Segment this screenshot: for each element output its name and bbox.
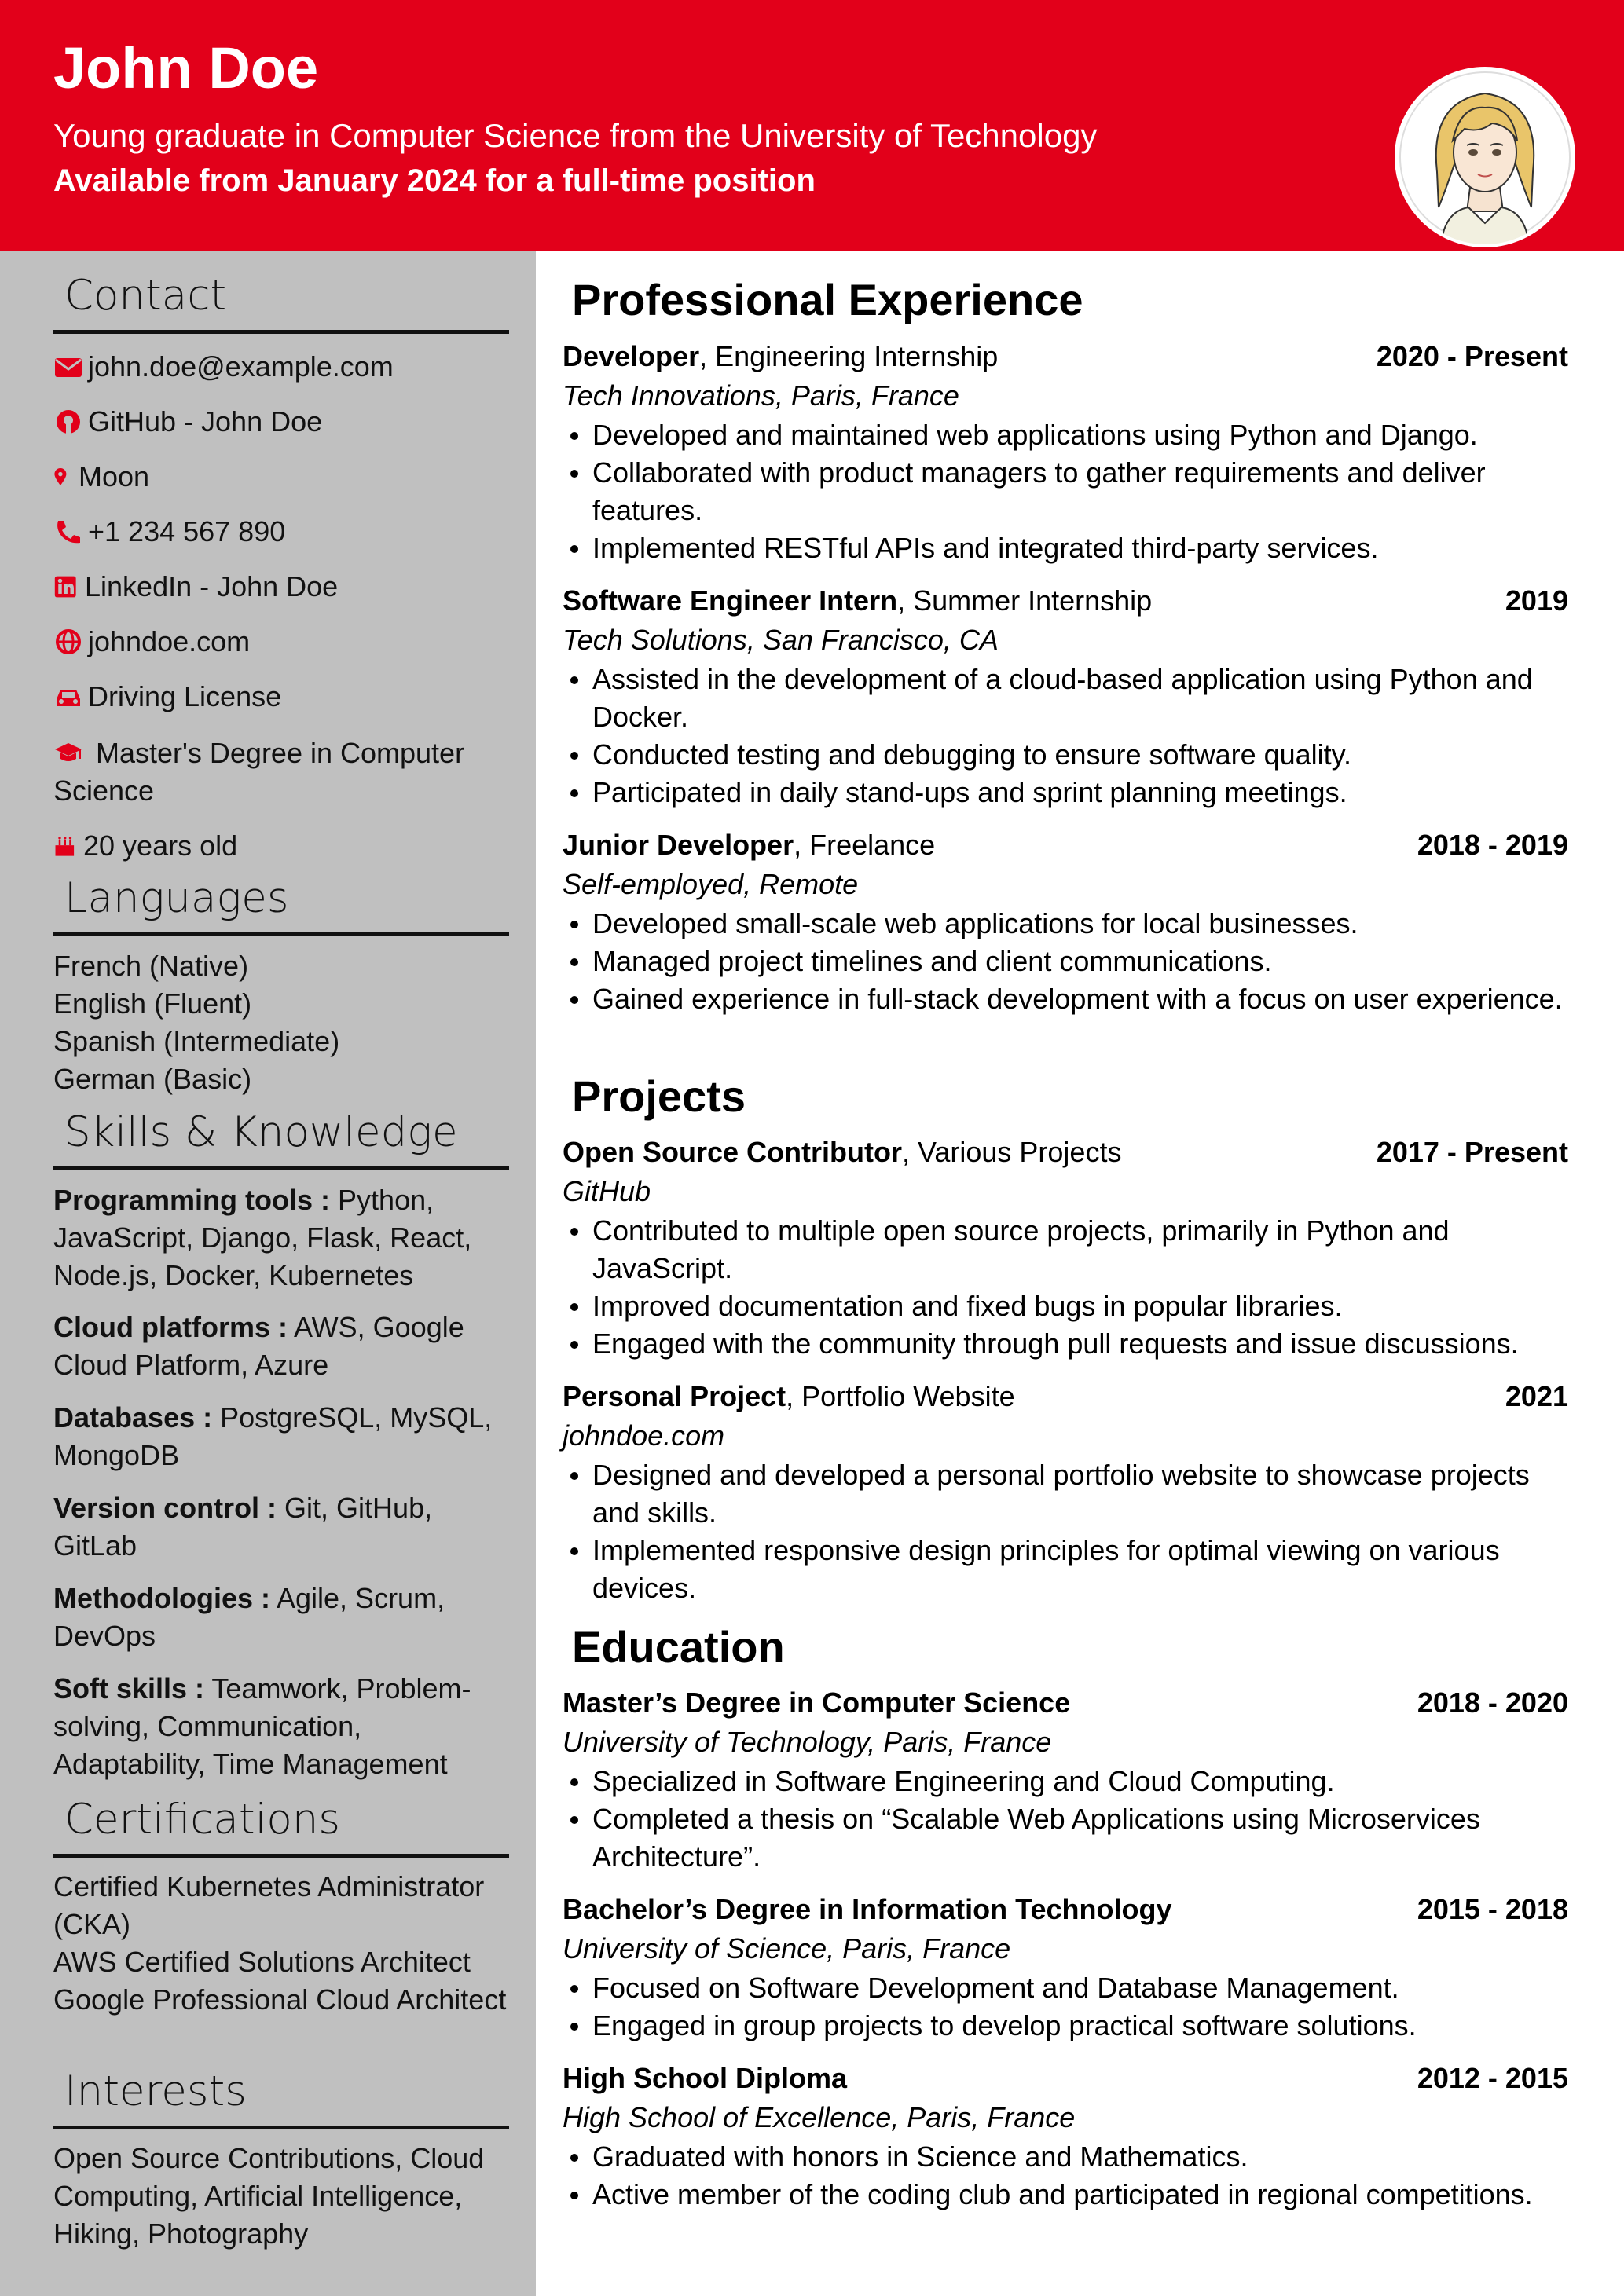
- section-divider: [53, 1854, 509, 1858]
- phone-icon: [53, 518, 83, 545]
- skill-label: Databases :: [53, 1401, 213, 1434]
- contact-github[interactable]: [53, 403, 501, 441]
- skill-version-control: [53, 1489, 501, 1565]
- entry-bullets: [563, 1456, 1568, 1607]
- certification-item: AWS Certified Solutions Architect: [53, 1946, 471, 1978]
- entry-role: High School Diploma: [563, 2062, 848, 2094]
- skill-cloud-platforms: [53, 1309, 501, 1384]
- skill-value: AWS, Google Cloud Platform, Azure: [53, 1311, 464, 1381]
- education-entry-head: [563, 1891, 1568, 1928]
- language-item: Spanish (Intermediate): [53, 1025, 340, 1057]
- contact-driving-license-text: Driving License: [88, 680, 282, 712]
- entry-organization: GitHub: [563, 1175, 651, 1207]
- entry-role: Software Engineer Intern: [563, 584, 898, 617]
- skill-value: Teamwork, Problem-solving, Communication, Adaptability, Time Management: [53, 1672, 471, 1780]
- language-item: German (Basic): [53, 1063, 252, 1095]
- entry-role: Developer: [563, 340, 700, 372]
- profile-photo: [1395, 67, 1575, 247]
- entry-organization: Self-employed, Remote: [563, 868, 859, 900]
- entry-role: Junior Developer: [563, 829, 794, 861]
- experience-section-title: Professional Experience: [572, 275, 1083, 324]
- bullet-item: Specialized in Software Engineering and Cloud Computing.: [563, 1763, 1568, 1800]
- education-section-title: Education: [572, 1622, 785, 1672]
- skill-label: Programming tools :: [53, 1184, 331, 1216]
- contact-linkedin-text: LinkedIn - John Doe: [85, 570, 339, 602]
- experience-entry-head: [563, 582, 1568, 620]
- entry-role: Personal Project: [563, 1380, 786, 1412]
- project-entry-head: [563, 1378, 1568, 1415]
- graduation-cap-icon: [53, 740, 83, 767]
- interests-text: Open Source Contributions, Cloud Computing, Artificial Intelligence, Hiking, Photography: [53, 2142, 485, 2250]
- entry-date: 2017 - Present: [1376, 1136, 1568, 1168]
- bullet-item: Improved documentation and fixed bugs in popular libraries.: [563, 1287, 1568, 1325]
- bullet-item: Active member of the coding club and participated in regional competitions.: [563, 2176, 1568, 2214]
- skill-value: Agile, Scrum, DevOps: [53, 1582, 445, 1652]
- entry-bullets: [563, 1763, 1568, 1876]
- entry-bullets: [563, 661, 1568, 811]
- cake-icon: [53, 833, 79, 859]
- availability-statement: Available from January 2024 for a full-time position: [53, 163, 816, 198]
- experience-entry-head: [563, 338, 1568, 375]
- skill-soft-skills: [53, 1670, 501, 1783]
- entry-organization: High School of Excellence, Paris, France: [563, 2101, 1076, 2133]
- entry-organization: University of Technology, Paris, France: [563, 1726, 1052, 1758]
- bullet-item: Participated in daily stand-ups and sprint planning meetings.: [563, 774, 1568, 811]
- bullet-item: Developed and maintained web applications using Python and Django.: [563, 416, 1568, 454]
- bullet-item: Engaged with the community through pull requests and issue discussions.: [563, 1325, 1568, 1363]
- contact-age: [53, 827, 501, 865]
- contact-linkedin[interactable]: [53, 568, 501, 606]
- candidate-subtitle: Young graduate in Computer Science from the University of Technology: [53, 117, 1098, 154]
- skill-value: PostgreSQL, MySQL, MongoDB: [53, 1401, 493, 1471]
- entry-date: 2018 - 2020: [1417, 1686, 1568, 1719]
- skill-databases: [53, 1399, 501, 1474]
- skill-label: Soft skills :: [53, 1672, 205, 1705]
- certifications-list: [53, 1868, 509, 2019]
- entry-date: 2015 - 2018: [1417, 1893, 1568, 1925]
- github-icon: [53, 408, 83, 435]
- linkedin-icon: [53, 573, 80, 600]
- entry-role: Master’s Degree in Computer Science: [563, 1686, 1071, 1719]
- interests-section-title: Interests: [64, 2067, 247, 2115]
- entry-date: 2018 - 2019: [1417, 829, 1568, 861]
- project-entry-head: [563, 1133, 1568, 1171]
- contact-phone-text: +1 234 567 890: [88, 515, 286, 547]
- resume-header: [0, 0, 1624, 251]
- entry-bullets: [563, 2138, 1568, 2214]
- contact-github-text: GitHub - John Doe: [88, 405, 323, 438]
- contact-email[interactable]: [53, 348, 501, 386]
- contact-website-text: johndoe.com: [88, 625, 251, 657]
- language-item: French (Native): [53, 950, 249, 982]
- section-divider: [53, 932, 509, 936]
- contact-section-title: Contact: [64, 272, 227, 320]
- certification-item: Certified Kubernetes Administrator (CKA): [53, 1870, 485, 1940]
- entry-date: 2012 - 2015: [1417, 2062, 1568, 2094]
- certifications-section-title: Certifications: [64, 1796, 341, 1844]
- skill-label: Cloud platforms :: [53, 1311, 288, 1343]
- entry-type: , Summer Internship: [897, 584, 1153, 617]
- bullet-item: Graduated with honors in Science and Mathematics.: [563, 2138, 1568, 2176]
- entry-type: , Engineering Internship: [699, 340, 999, 372]
- skill-label: Methodologies :: [53, 1582, 270, 1614]
- contact-website[interactable]: [53, 623, 501, 661]
- languages-list: [53, 947, 509, 1098]
- contact-phone[interactable]: [53, 513, 501, 551]
- education-entry-head: [563, 2060, 1568, 2097]
- contact-location-text: Moon: [79, 460, 150, 493]
- entry-type: , Portfolio Website: [786, 1380, 1015, 1412]
- bullet-item: Assisted in the development of a cloud-based application using Python and Docker.: [563, 661, 1568, 736]
- education-entry-head: [563, 1684, 1568, 1722]
- car-icon: [53, 683, 83, 710]
- entry-type: , Various Projects: [902, 1136, 1122, 1168]
- bullet-item: Designed and developed a personal portfolio website to showcase projects and skills.: [563, 1456, 1568, 1532]
- skill-programming-tools: [53, 1181, 501, 1294]
- skill-value: Python, JavaScript, Django, Flask, React, Node.js, Docker, Kubernetes: [53, 1184, 472, 1291]
- entry-organization: Tech Solutions, San Francisco, CA: [563, 624, 999, 656]
- entry-date: 2019: [1505, 584, 1568, 617]
- bullet-item: Collaborated with product managers to gather requirements and deliver features.: [563, 454, 1568, 529]
- certification-item: Google Professional Cloud Architect: [53, 1983, 507, 2016]
- section-divider: [53, 330, 509, 334]
- bullet-item: Conducted testing and debugging to ensure software quality.: [563, 736, 1568, 774]
- skill-label: Version control :: [53, 1492, 277, 1524]
- skill-value: Git, GitHub, GitLab: [53, 1492, 433, 1562]
- entry-type: , Freelance: [794, 829, 936, 861]
- globe-icon: [53, 628, 83, 655]
- skills-section-title: Skills & Knowledge: [64, 1108, 458, 1156]
- entry-bullets: [563, 905, 1568, 1018]
- contact-age-text: 20 years old: [83, 829, 238, 862]
- entry-role: Bachelor’s Degree in Information Technology: [563, 1893, 1172, 1925]
- section-divider: [53, 1166, 509, 1170]
- bullet-item: Implemented responsive design principles for optimal viewing on various devices.: [563, 1532, 1568, 1607]
- bullet-item: Engaged in group projects to develop practical software solutions.: [563, 2007, 1568, 2045]
- entry-role: Open Source Contributor: [563, 1136, 902, 1168]
- section-divider: [53, 2126, 509, 2129]
- experience-entry-head: [563, 826, 1568, 864]
- entry-organization: johndoe.com: [563, 1419, 725, 1452]
- bullet-item: Focused on Software Development and Database Management.: [563, 1969, 1568, 2007]
- entry-bullets: [563, 1969, 1568, 2045]
- skill-methodologies: [53, 1580, 501, 1655]
- entry-organization: University of Science, Paris, France: [563, 1932, 1011, 1965]
- bullet-item: Gained experience in full-stack development with a focus on user experience.: [563, 980, 1568, 1018]
- language-item: English (Fluent): [53, 987, 252, 1020]
- entry-date: 2020 - Present: [1376, 340, 1568, 372]
- contact-degree: [53, 734, 501, 810]
- contact-email-text: john.doe@example.com: [88, 350, 394, 383]
- envelope-icon: [53, 353, 83, 380]
- bullet-item: Implemented RESTful APIs and integrated third-party services.: [563, 529, 1568, 567]
- bullet-item: Managed project timelines and client communications.: [563, 943, 1568, 980]
- bullet-item: Completed a thesis on “Scalable Web Applications using Microservices Architecture”.: [563, 1800, 1568, 1876]
- contact-degree-text: Master's Degree in Computer Science: [53, 737, 465, 807]
- entry-date: 2021: [1505, 1380, 1568, 1412]
- bullet-item: Contributed to multiple open source projects, primarily in Python and JavaScript.: [563, 1212, 1568, 1287]
- map-pin-icon: [53, 463, 74, 490]
- languages-section-title: Languages: [64, 874, 289, 922]
- entry-bullets: [563, 1212, 1568, 1363]
- projects-section-title: Projects: [572, 1071, 746, 1121]
- bullet-item: Developed small-scale web applications for local businesses.: [563, 905, 1568, 943]
- entry-organization: Tech Innovations, Paris, France: [563, 379, 959, 412]
- contact-driving-license: [53, 678, 501, 716]
- candidate-name: John Doe: [53, 35, 319, 101]
- entry-bullets: [563, 416, 1568, 567]
- contact-location: [53, 458, 501, 496]
